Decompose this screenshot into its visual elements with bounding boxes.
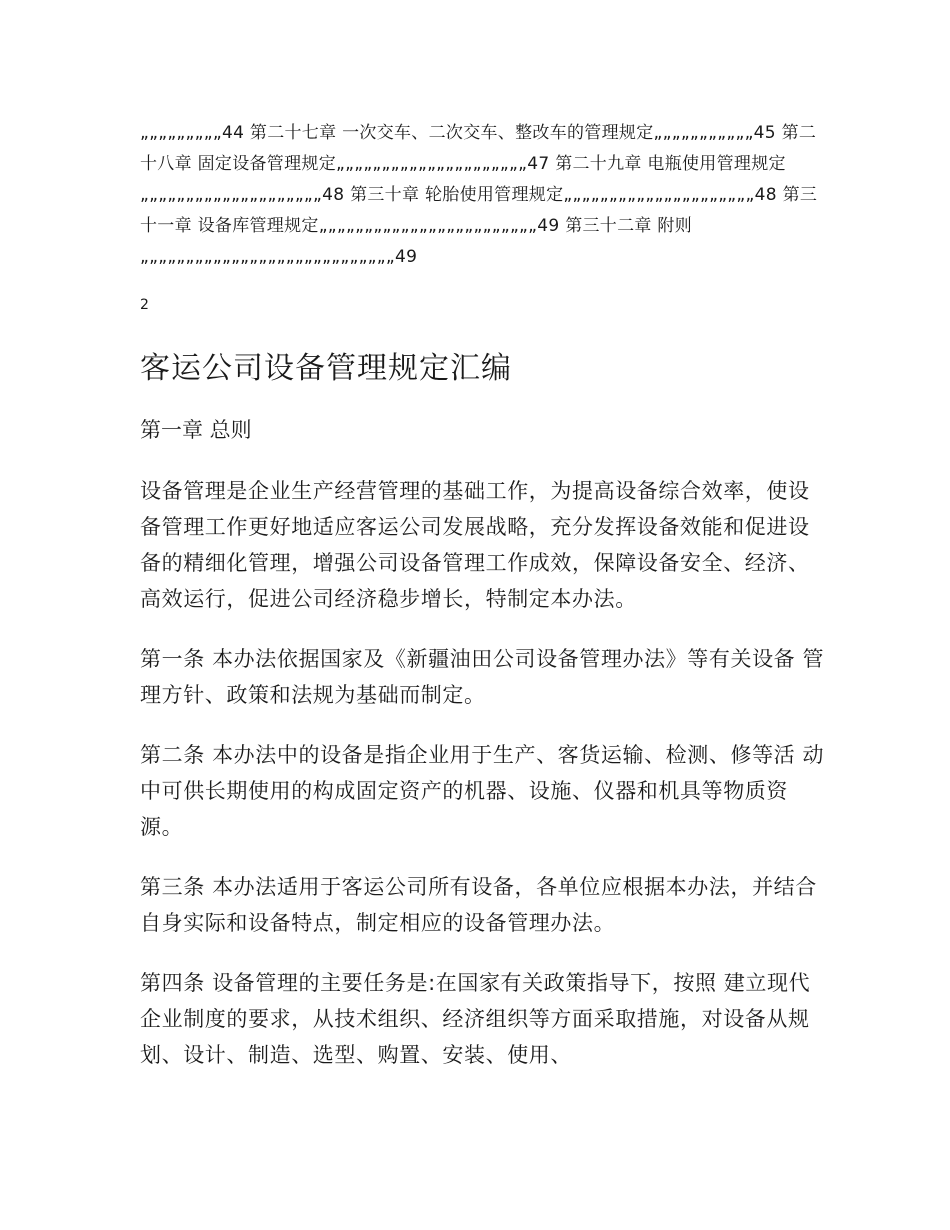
article-1-paragraph: 第一条 本办法依据国家及《新疆油田公司设备管理办法》等有关设备 管理方针、政策和法规为基础而制定。 (140, 647, 825, 707)
document-page (140, 118, 830, 1073)
article-3-paragraph: 第三条 本办法适用于客运公司所有设备，各单位应根据本办法，并结合自身实际和设备特点，制定相应的设备管理办法。 (140, 875, 817, 935)
chapter-title: 第一章 总则 (140, 418, 252, 442)
document-title: 客运公司设备管理规定汇编 (140, 351, 512, 386)
article-4-paragraph: 第四条 设备管理的主要任务是:在国家有关政策指导下，按照 建立现代企业制度的要求，从技术组织、经济组织等方面采取措施，对设备从规划、设计、制造、选型、购置、安装、使用、 (140, 971, 811, 1067)
page-number: 2 (140, 297, 149, 313)
article-2-paragraph: 第二条 本办法中的设备是指企业用于生产、客货运输、检测、修等活 动中可供长期使用的构成固定资产的机器、设施、仪器和机具等物质资源。 (140, 743, 825, 839)
intro-paragraph: 设备管理是企业生产经营管理的基础工作，为提高设备综合效率，使设备管理工作更好地适应客运公司发展战略，充分发挥设备效能和促进设备的精细化管理，增强公司设备管理工作成效，保障设备安全、经济、高效运行，促进公司经济稳步增长，特制定本办法。 (140, 479, 810, 611)
table-of-contents: „„„„„„„„„44 第二十七章 一次交车、二次交车、整改车的管理规定„„„„„„„„„„„45 第二十八章 固定设备管理规定„„„„„„„„„„„„„„„„„„„„„47 第二十九章 电瓶使用管理规定„„„„„„„„„„„„„„„„„„„„48 第三十章 轮胎使用管理规定„„„„„„„„„„„„„„„„„„„„„48 第三十一章 设备库管理规定„„„„„„„„„„„„„„„„„„„„„„„„49 第三十二章 附则„„„„„„„„„„„„„„„„„„„„„„„„„„„„49 (140, 123, 818, 267)
